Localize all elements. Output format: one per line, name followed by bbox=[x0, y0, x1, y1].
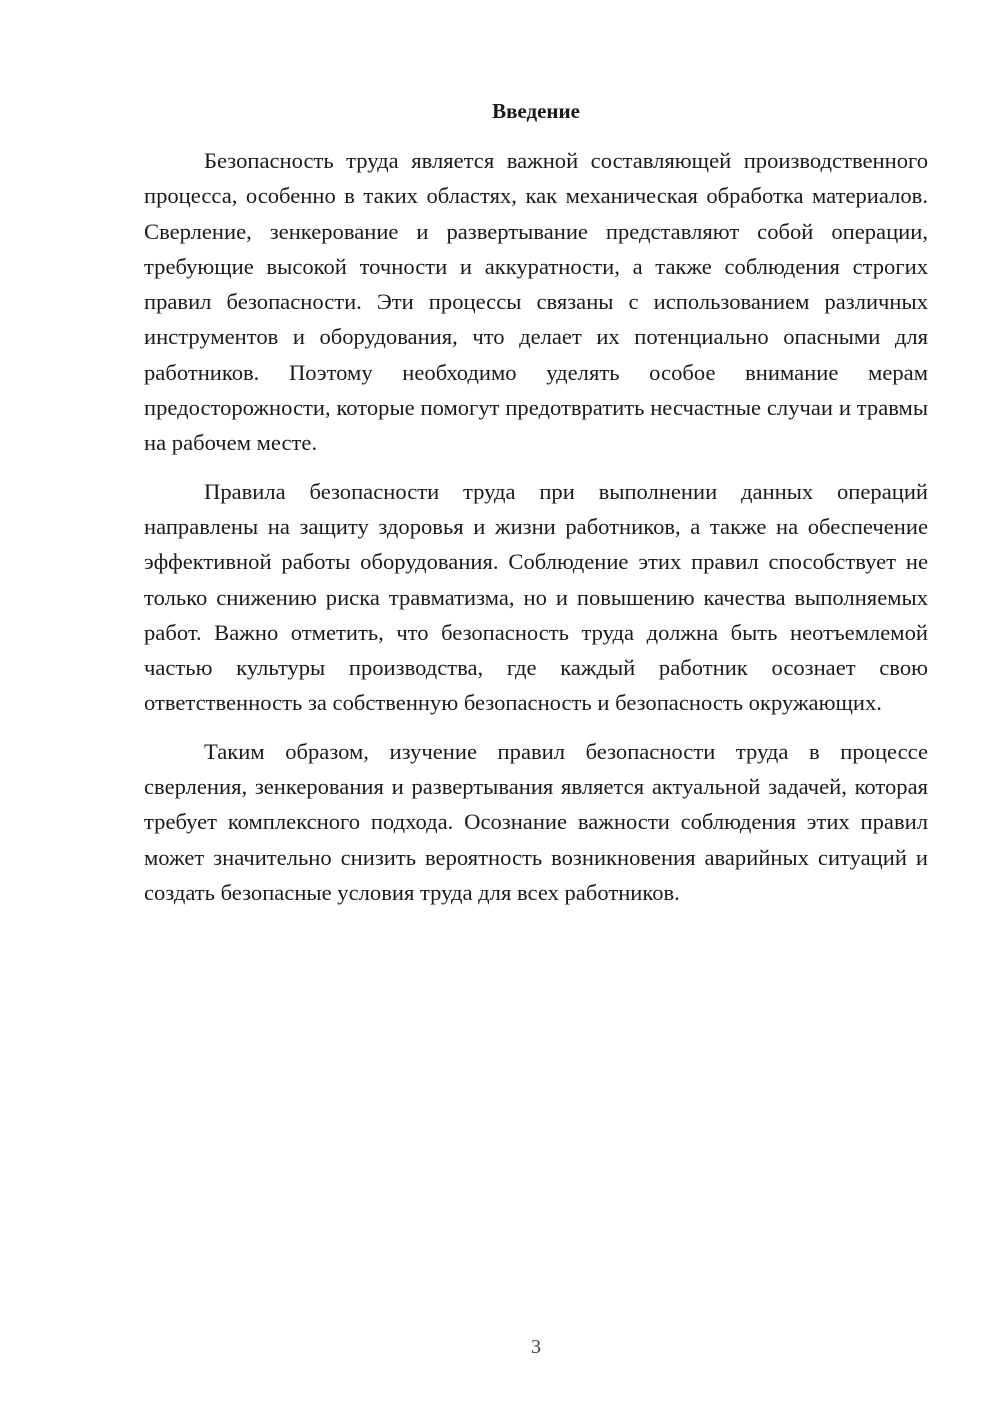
paragraph-3: Таким образом, изучение правил безопасности труда в процессе сверления, зенкерования и развертывания является актуальной задачей, которая требует комплексного подхода. Осознание важности соблюдения этих правил может значительно снизить вероятность возникновения аварийных ситуаций и создать безопасные условия труда для всех работников. bbox=[144, 738, 928, 905]
section-heading: Введение bbox=[492, 99, 580, 123]
paragraph-1: Безопасность труда является важной составляющей производственного процесса, особенно в таких областях, как механическая обработка материалов. Сверление, зенкерование и развертывание представляют собой операции, требующие высокой точности и аккуратности, а также соблюдения строгих правил безопасности. Эти процессы связаны с использованием различных инструментов и оборудования, что делает их потенциально опасными для работников. Поэтому необходимо уделять особое внимание мерам предосторожности, которые помогут предотвратить несчастные случаи и травмы на рабочем месте. bbox=[144, 148, 928, 456]
page-number: 3 bbox=[531, 1336, 541, 1358]
paragraph-2: Правила безопасности труда при выполнении данных операций направлены на защиту здоровья и жизни работников, а также на обеспечение эффективной работы оборудования. Соблюдение этих правил способствует не только снижению риска травматизма, но и повышению качества выполняемых работ. Важно отметить, что безопасность труда должна быть неотъемлемой частью культуры производства, где каждый работник осознает свою ответственность за собственную безопасность и безопасность окружающих. bbox=[144, 478, 928, 716]
document-body bbox=[144, 143, 928, 923]
